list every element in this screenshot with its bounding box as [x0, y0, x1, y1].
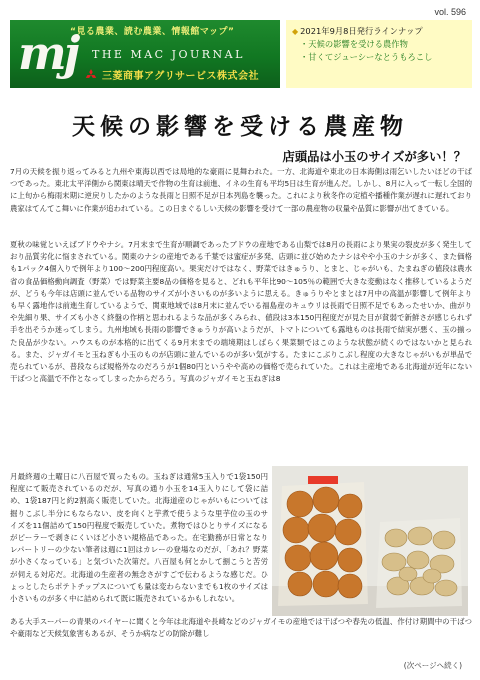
paragraph-2: 夏秋の味覚といえばブドウやナシ。7月末まで生育が順調であったブドウの産地である山梨では8月の長雨により果実の裂皮が多く発生しており品質劣化に悩まされている。関東のナシの産地である千葉では蜜症が多発、店頭に並び始めたナシはやや小玉のナシが多く、また価格も1パック4個入りで例年より100～200円程度高い。果実だけではなく、野菜ではきゅうり、とまと、じゃがいも、たまねぎの値段は農水省の食品価格動向調査（野菜）では野菜主要8品の価格を見ると、どれも平年比90～105％の範囲で大きな変動はなく推移しているようだが、どうも今年は店頭に並んでいる品物のサイズが小さいものが多いように思える。きゅうりやとまとは7月中の高温が影響して例年よりも早く露地作は前進生育しているようで、関東地域では8月末に並んでいる福島産のキュウリは長雨で日照不足でもあったせいか、曲がりや先細り果、サイズも小さく終盤の作柄と思われるような品が多くみられ、値段は3本150円程度だが見た目が貧弱で新鮮さが感じられず手を出そうか迷ってしまう。九州地域も長雨の影響できゅうりが高いようだが、トマトについても露地ものは長雨で結実が悪く、玉の揃った良品が少ない。ハウスものが本格的に出てくる9月末までの端境期はしばらく果菜類ではこのような状態が続くのではないかと見られる。また、ジャガイモと玉ねぎも小玉のものが店頭に並んでいるのが多い気がする。たまにこぶりこぶし程度の大きなじゃがいもが単品で売られているが、普段ならば規格外なのだろうが1個80円というやや高めの価格で売られていた。これは主産地である北海道が近年にない干ばつと高温で不作となってしまったからだろう。写真のジャガイモと玉ねぎは8 [10, 240, 472, 384]
paragraph-beside-photo: 月最終週の土曜日に八百屋で買ったもの。玉ねぎは通常5玉入りで1袋150円程度にて販売されているのだが、写真の通り小玉を14玉入りにして袋に詰め、1袋187円と約2割高く販売していた。北海道産のじゃがいもについては掘りこぶし半分にもならない、皮を向くと芋煮で使うような里芋位の玉のサイズを11個詰めて150円程度で販売していた。煮物ではひとりサイズになるがピーラーで剥きにくいほど小さい規格品であった。在宅勤務が日常となりレパートリーの少ない筆者は週に1回はカレーの登場なのだが、「あれ？野菜が小さくなっている」と気づいた次第だ。八百屋も何とかして捌こうと苦労が伺える対応だ。北海道の生産者の無念さがすごで伝わるような感じだ。ひょっとしたらポテトチップスについても量は変わらないまでも1枚のサイズは小さいものが多く中に詰められて既に販売されているかもしれない。 [10, 472, 268, 604]
masthead [10, 20, 472, 92]
paragraph-1: 7月の天候を振り返ってみると九州や東海以西では局地的な豪雨に見舞われた。一方、北海道や東北の日本海側は雨乞いしたいほどの干ばつであった。東北太平洋側から関東は晴天で作物の生育は前進、イネの生育も平均5日は生育が進んだ。しかし、8月に入って一転し全国的に上旬から梅雨末期に逆戻りしたかのような長雨と日照不足が日本列島を襲った。これにより秋冬作の定植や播種作業が遅れに遅れており農家はてんてこ舞いに作業が追われている。この日まぐるしい天候の影響を受けて一部の農産物の収量や品質に影響が出てきている。 [10, 167, 472, 213]
paragraph-3: ある大手スーパーの青果のバイヤーに聞くと今年は北海道や長崎などのジャガイモの産地では干ばつや春先の低温、作付け期間中の干ばつや豪雨など天候気象害もあるが、そうか病などの防除が難し [10, 617, 472, 639]
slogan: “見る農業、読む農業、情報館マップ” [70, 27, 235, 37]
produce-photo-illustration [272, 466, 468, 616]
logo-banner [10, 20, 280, 88]
company-row [84, 67, 259, 82]
article-subtitle: 店頭品は小玉のサイズが多い！？ [282, 150, 466, 164]
lineup-title: 2021年9月8日発行ラインナップ [300, 26, 423, 36]
vol-number: vol. 596 [434, 7, 466, 17]
onion-potato-photo [272, 466, 468, 616]
journal-name: THE MAC JOURNAL [92, 48, 245, 61]
mitsubishi-logo-icon [84, 69, 98, 81]
article-title: 天候の影響を受ける農産物 [72, 114, 408, 140]
company-name: 三菱商事アグリサービス株式会社 [102, 71, 259, 82]
mj-logo: mj [18, 26, 78, 80]
lineup-item: ・天候の影響を受ける農作物 [300, 39, 408, 49]
continued-note: (次ページへ続く) [403, 661, 462, 670]
lineup-item: ・甘くてジューシーなとうもろこし [300, 52, 433, 62]
lineup-box [286, 20, 472, 88]
lineup-title-row [292, 25, 466, 38]
diamond-icon: ◆ [292, 27, 299, 36]
